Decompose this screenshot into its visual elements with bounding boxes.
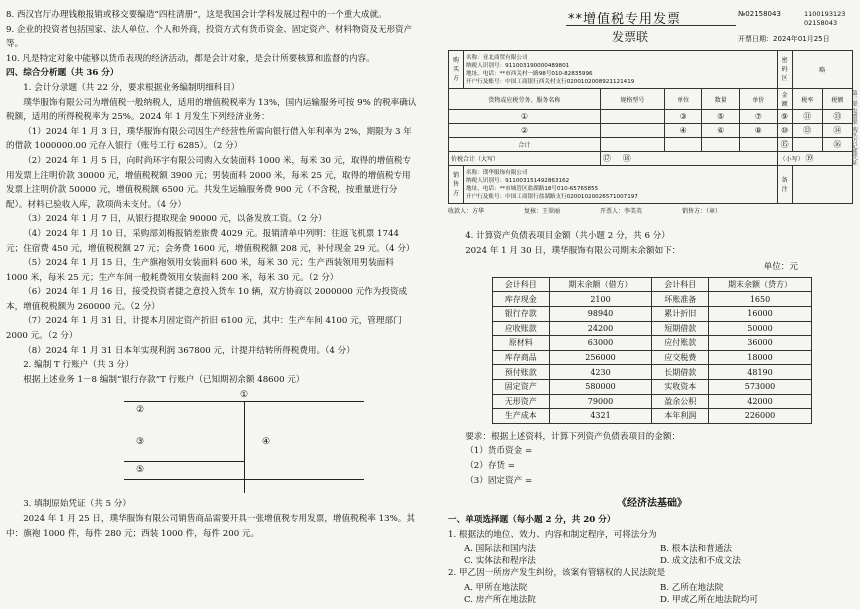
header-tax-rate: 税率 [792,89,822,110]
cell: 50000 [709,321,812,336]
reviewer: 复核：王翠丽 [524,208,561,215]
question-10: 10. 凡是特定对象中能够以货币表现的经济活动，都是会计对象，是会计所要核算和监督的内容。 [6,53,375,64]
cell: 36000 [709,336,812,351]
law-q2-options-row1 [448,581,856,593]
law-q2-option-a: A. 甲所在地法院 [464,582,528,593]
small-label: （小写） [779,156,804,163]
law-q2: 2. 甲乙因一所房产发生纠纷，该案有管辖权的人民法院是 [448,568,666,579]
table-row [493,336,812,351]
table-row [493,409,812,424]
t-mark-2: ② [136,405,145,416]
q4-ask-1: （1）货币资金 = [465,446,533,457]
t-account [124,390,364,493]
row2-unit: ④ [664,124,702,138]
seller-tax-id: 纳税人识别号：911003151492863162 [466,177,570,184]
cell: 本年利润 [652,409,709,424]
header-tax: 税额 [822,89,852,110]
invoice-date: 开票日期：2024年01月25日 [738,35,830,43]
cell: 库存现金 [493,292,550,307]
law-q1-options-row2 [448,554,856,566]
cell: 4321 [549,409,652,424]
question-9: 9. 企业的投资者包括国家、法人单位、个人和外商，投资方式有货币资金、固定资产、材料物资及无形资产等。 [6,24,413,50]
seller-info [464,166,778,204]
cell: 63000 [549,336,652,351]
law-q2-option-d: D. 甲或乙所在地法院均可 [660,594,758,605]
cell: 16000 [709,306,812,321]
invoice-header [448,6,856,50]
cell: 应收账款 [493,321,550,336]
cell: 79000 [549,394,652,409]
invoice-side-tab: 第三联 发票联 购买方记账凭证 [851,90,857,165]
drawer: 开票人：李美英 [600,208,643,215]
password-area-value: 略 [792,51,852,89]
cell: 盈余公积 [652,394,709,409]
law-q2-options-row2 [448,593,856,605]
balance-header-account-dr: 会计科目 [493,277,550,292]
password-area-label: 密码区 [777,51,792,89]
t-mark-3: ③ [136,437,145,448]
cell: 实收资本 [652,379,709,394]
cell: 24200 [549,321,652,336]
row2-tax: ⑭ [822,124,852,138]
q4-unit: 单位：元 [763,262,798,273]
business-item-6: （6）2024 年 1 月 16 日，接受投资者捷之意投入货车 10 辆，双方协商以 2000000 元作为投资成本，增值税税额为 260000 元。（2 分） [6,287,408,312]
total-tax: ⑯ [822,138,852,152]
balance-header-row [493,277,812,292]
remark-value [792,166,852,204]
header-unit: 单位 [664,89,702,110]
row2-price: ⑧ [739,124,777,138]
q4-requirement: 要求：根据上述资料，计算下列资产负债表项目的金额： [465,431,681,442]
cell: 累计折旧 [652,306,709,321]
law-q1-option-d: D. 成文法和不成文法 [660,556,741,567]
row2-amount: ⑩ [777,124,792,138]
table-row [493,365,812,380]
total-amount: ⑮ [777,138,792,152]
cell: 生产成本 [493,409,550,424]
cell: 2100 [549,292,652,307]
table-row [493,350,812,365]
cell: 银行存款 [493,306,550,321]
q4-desc: 2024 年 1 月 30 日，璞华服饰有限公司期末余额如下： [465,245,681,256]
invoice-signatures [448,206,856,215]
business-item-4: （4）2024 年 1 月 10 日，采购部刘梅报销差旅费 4029 元。报销清单中列明：往返飞机票 1744 元；住宿费 450 元，增值税税额 27 元；会务费 1600 元，增值税税额 208 元，补付现金 29 元。（4 分） [6,228,415,254]
cell: 226000 [709,409,812,424]
law-q2-option-c: C. 房产所在地法院 [464,594,536,605]
law-section-title: 《经济法基础》 [617,498,687,510]
business-item-7: （7）2024 年 1 月 31 日，计提本月固定资产折旧 6100 元，其中：生产车间 4100 元，管理部门 2000 元。（2 分） [6,316,402,342]
row1-tax: ⑬ [822,110,852,124]
buyer-tax-id: 纳税人识别号：911003190000489801 [466,62,570,69]
balance-header-account-cr: 会计科目 [652,277,709,292]
left-column [6,8,418,541]
price-tax-mark-b: ⑱ [622,154,631,163]
buyer-info [464,51,778,89]
subq-2-desc: 根据上述业务 1－8 编制“银行存款”T 行账户（已知期初余额 48600 元） [23,374,305,385]
row2-quantity: ⑥ [702,124,740,138]
cell: 42000 [709,394,812,409]
table-row [493,292,812,307]
buyer-bank: 开户行及账号：中国工商银行西关村支行0200102008921121419 [466,78,635,85]
row1-spec [600,110,664,124]
subq-3-desc: 2024 年 1 月 25 日，璞华服饰有限公司销售商品需要开具一张增值税专用发票，增值税税率 13%。其中：旗袍 1000 件，每件 280 元；西装 1000 件，每件 200 元。 [6,514,415,539]
cell: 98940 [549,306,652,321]
law-q1-option-a: A. 国际法和国内法 [464,544,536,555]
invoice-table [448,50,853,204]
subq-1-intro: 璞华服饰有限公司为增值税一般纳税人，适用的增值税税率为 13%，国内运输服务可按 9% 的税率确认税额，适用的所得税税率为 25%。2024 年 1 月发生下列经济业务： [6,97,417,123]
header-amount: 金额 [777,89,792,110]
total-price [739,138,777,152]
price-tax-lowercase [777,152,852,166]
cell: 580000 [549,379,652,394]
buyer-name: 名称：亚北商贸有限公司 [466,54,528,61]
balance-header-credit: 期末余额（贷方） [709,277,812,292]
cell: 256000 [549,350,652,365]
total-spec [600,138,664,152]
row1-name: ① [449,110,601,124]
header-price: 单价 [739,89,777,110]
q4-title: 4. 计算资产负债表项目金额（共小题 2 分，共 6 分） [465,231,670,241]
row1-tax-rate: ⑪ [792,110,822,124]
cell: 应付账款 [652,336,709,351]
total-unit [664,138,702,152]
cell: 18000 [709,350,812,365]
small-value: ⑲ [805,154,814,163]
subq-1-title: 1. 会计分录题（共 22 分，要求根据业务编制明细科目） [23,82,240,93]
seller-label: 销售方 [449,166,464,204]
price-tax-uppercase [600,152,777,166]
table-row [493,394,812,409]
business-item-3: （3）2024 年 1 月 7 日，从银行提取现金 90000 元，以备发放工资。（2 分） [23,214,327,225]
invoice-code [804,10,845,28]
cell: 48190 [709,365,812,380]
buyer-label: 购买方 [449,51,464,89]
t-account-bottom-line [124,479,364,480]
law-sec1-title: 一、单项选择题（每小题 2 分，共 20 分） [448,515,616,526]
invoice-code-2: 02158043 [804,19,838,27]
row1-unit: ③ [664,110,702,124]
cell: 应交税费 [652,350,709,365]
cell: 固定资产 [493,379,550,394]
law-q2-option-b: B. 乙所在地法院 [660,582,724,593]
remark-label: 备注 [777,166,792,204]
row1-amount: ⑨ [777,110,792,124]
subq-3-title: 3. 填制原始凭证（共 5 分） [23,499,131,510]
law-q1-option-c: C. 实体法和程序法 [464,556,536,567]
price-tax-label: 价税合计（大写） [449,152,601,166]
table-row [493,321,812,336]
row2-tax-rate: ⑫ [792,124,822,138]
row2-name: ② [449,124,601,138]
law-q1: 1. 根据法的地位、效力、内容和制定程序，可将法分为 [448,529,657,540]
business-item-2: （2）2024 年 1 月 5 日，向时尚环宇有限公司购入女装面料 1000 米，每米 30 元，取得的增值税专用发票上注明价款 30000 元，增值税税额 3900 元；男装面料 2000 米，每米 25 元，取得的增值税专用发票上注明价款 50000 元，增值税税额 6500 元。共发生运输服务费 900 元（不含税，按重量进行分配）。材料已验收入库，款项尚未支付。（4 分） [6,155,412,210]
cell: 4230 [549,365,652,380]
t-mark-1: ① [240,390,249,401]
table-row [493,379,812,394]
q4-ask-2: （2）存货 = [465,460,515,471]
business-item-8: （8）2024 年 1 月 31 日本年实现利润 367800 元，计提并结转所得税费用。（4 分） [23,345,355,356]
cell: 短期借款 [652,321,709,336]
t-account-left-line [124,461,244,462]
invoice-title-underline [566,25,736,26]
business-item-1: （1）2024 年 1 月 3 日，璞华服饰有限公司因生产经营性所需向银行借入年利率为 2%，期限为 3 年的借款 1000000.00 元存入银行（账号工行 6285）。（2 分） [6,126,412,152]
seller-stamp: 销售方：（章） [682,208,722,215]
subq-2-title: 2. 编制 T 行账户（共 3 分） [23,360,134,371]
t-mark-4: ④ [262,437,271,448]
law-q1-option-b: B. 根本法和普通法 [660,544,732,555]
cell: 573000 [709,379,812,394]
header-item-name: 货物或应税劳务、服务名称 [449,89,601,110]
q4-ask-3: （3）固定资产 = [465,475,533,486]
seller-bank: 开户行及账号：中国工商银行盐湖路支行02001020026571007197 [466,193,638,200]
invoice-number: №02158043 [738,10,781,18]
cell: 预付账款 [493,365,550,380]
cell: 长期借款 [652,365,709,380]
cell: 1650 [709,292,812,307]
law-q1-options-row1 [448,542,856,554]
balance-table [492,277,812,424]
header-quantity: 数量 [702,89,740,110]
seller-address: 地址、电话：**市城管区盐湖路18号010-65765855 [466,185,599,192]
cell: 坏账准备 [652,292,709,307]
question-8: 8. 西汉官厅办理钱粮报销或移交要编造“四柱清册”，这是我国会计学科发展过程中的一个重大成就。 [6,10,387,20]
row1-price: ⑦ [739,110,777,124]
buyer-address: 地址、电话：**市西关村一路98号010-82835996 [466,70,593,77]
right-column [448,6,856,605]
row1-quantity: ⑤ [702,110,740,124]
cell: 库存商品 [493,350,550,365]
business-item-5: （5）2024 年 1 月 15 日，生产旗袍领用女装面料 600 米，每米 30 元；生产西装领用男装面料 1000 米，每米 25 元；生产车间一般耗费领用女装面料 200 米，每米 30 元。（2 分） [6,258,394,283]
invoice-code-1: 1100193123 [804,10,846,18]
invoice-title: **增值税专用发票 [568,12,682,27]
section-4-title: 四、综合分析题（共 36 分） [6,68,119,79]
cell: 无形资产 [493,394,550,409]
header-spec: 规格型号 [600,89,664,110]
payee: 收款人：方华 [448,208,485,215]
total-quantity [702,138,740,152]
price-tax-mark-a: ⑰ [602,154,611,163]
seller-name: 名称：璞华服饰有限公司 [466,169,528,176]
cell: 原材料 [493,336,550,351]
invoice-subtitle: 发票联 [612,30,649,44]
balance-header-debit: 期末余额（借方） [549,277,652,292]
row2-spec [600,124,664,138]
total-tax-rate [792,138,822,152]
table-row [493,306,812,321]
total-label: 合计 [449,138,601,152]
t-mark-5: ⑤ [136,465,145,476]
